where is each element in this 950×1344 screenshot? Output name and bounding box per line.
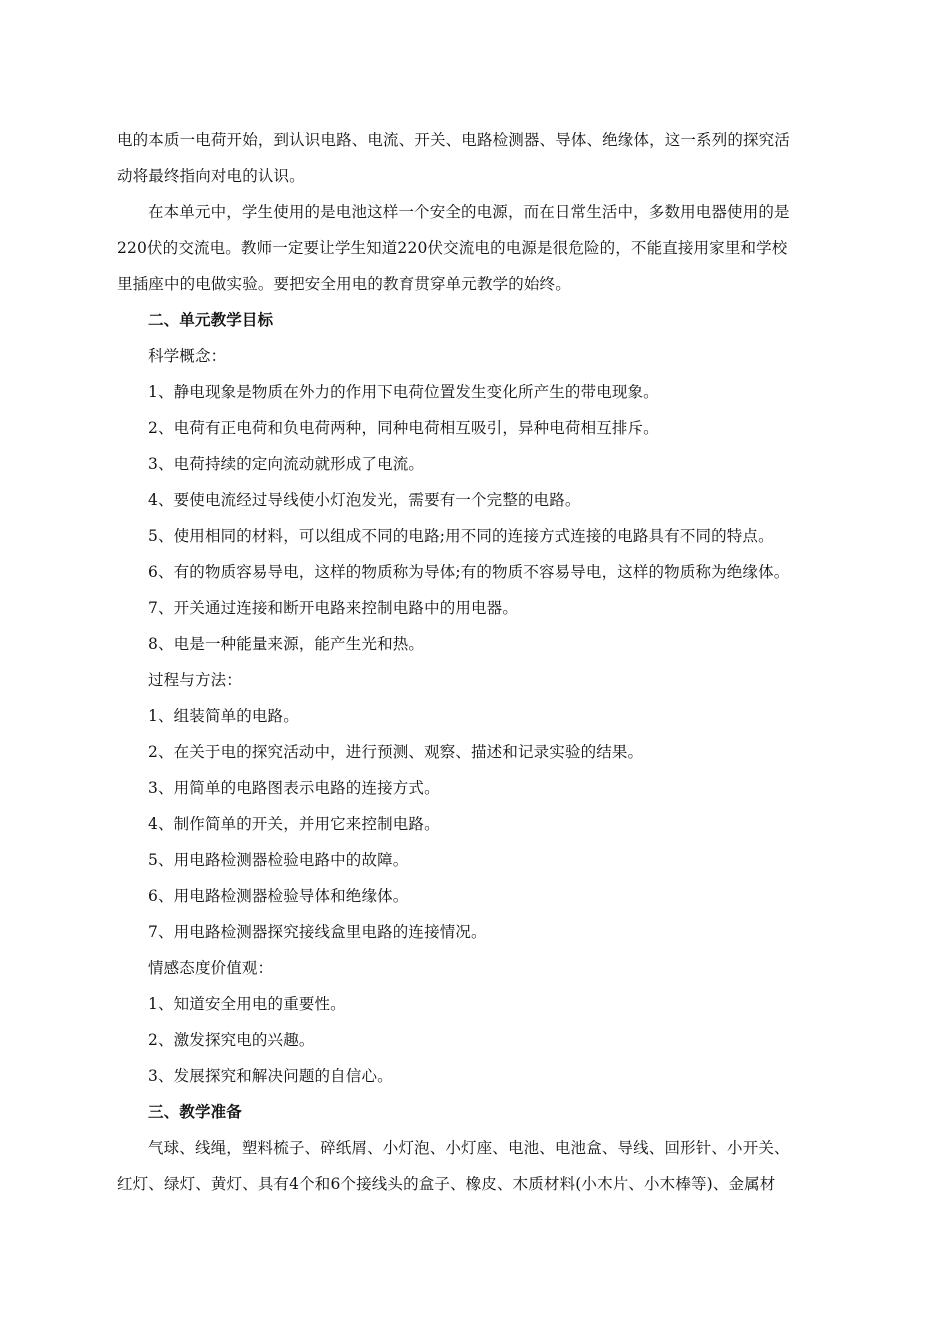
list-item: 2、电荷有正电荷和负电荷两种，同种电荷相互吸引，异种电荷相互排斥。	[148, 419, 659, 437]
list-item: 1、静电现象是物质在外力的作用下电荷位置发生变化所产生的带电现象。	[148, 383, 659, 401]
safety-line-2: 220伏的交流电。教师一定要让学生知道220伏交流电的电源是很危险的，不能直接用家里和学校	[117, 239, 788, 257]
list-item: 5、用电路检测器检验电路中的故障。	[148, 851, 409, 869]
list-item: 5、使用相同的材料，可以组成不同的电路;用不同的连接方式连接的电路具有不同的特点。	[148, 527, 774, 545]
list-item: 2、在关于电的探究活动中，进行预测、观察、描述和记录实验的结果。	[148, 743, 644, 761]
attitude-label: 情感态度价值观：	[148, 959, 274, 977]
list-item: 3、发展探究和解决问题的自信心。	[148, 1067, 393, 1085]
list-item: 6、有的物质容易导电，这样的物质称为导体;有的物质不容易导电，这样的物质称为绝缘体。	[148, 563, 790, 581]
intro-line-2: 动将最终指向对电的认识。	[117, 167, 305, 185]
list-item: 1、组装简单的电路。	[148, 707, 299, 725]
list-item: 7、开关通过连接和断开电路来控制电路中的用电器。	[148, 599, 518, 617]
section-heading-preparation: 三、教学准备	[148, 1102, 242, 1121]
section-heading-objectives: 二、单元教学目标	[148, 310, 274, 329]
list-item: 3、电荷持续的定向流动就形成了电流。	[148, 455, 425, 473]
list-item: 6、用电路检测器检验导体和绝缘体。	[148, 887, 409, 905]
process-label: 过程与方法：	[148, 671, 242, 689]
list-item: 8、电是一种能量来源，能产生光和热。	[148, 635, 425, 653]
safety-line-3: 里插座中的电做实验。要把安全用电的教育贯穿单元教学的始终。	[117, 275, 571, 293]
list-item: 7、用电路检测器探究接线盒里电路的连接情况。	[148, 923, 487, 941]
concepts-label: 科学概念：	[148, 347, 227, 365]
list-item: 3、用简单的电路图表示电路的连接方式。	[148, 779, 440, 797]
preparation-line-2: 红灯、绿灯、黄灯、具有4个和6个接线头的盒子、橡皮、木质材料(小木片、小木棒等)、金属材	[117, 1175, 776, 1193]
safety-line-1: 在本单元中，学生使用的是电池这样一个安全的电源，而在日常生活中，多数用电器使用的是	[148, 203, 790, 221]
list-item: 2、激发探究电的兴趣。	[148, 1031, 315, 1049]
list-item: 4、制作简单的开关，并用它来控制电路。	[148, 815, 440, 833]
document-body	[117, 122, 837, 1202]
preparation-line-1: 气球、线绳，塑料梳子、碎纸屑、小灯泡、小灯座、电池、电池盒、导线、回形针、小开关、	[148, 1139, 790, 1157]
list-item: 4、要使电流经过导线使小灯泡发光，需要有一个完整的电路。	[148, 491, 581, 509]
intro-line-1: 电的本质一电荷开始，到认识电路、电流、开关、电路检测器、导体、绝缘体，这一系列的探究活	[117, 131, 790, 149]
list-item: 1、知道安全用电的重要性。	[148, 995, 346, 1013]
